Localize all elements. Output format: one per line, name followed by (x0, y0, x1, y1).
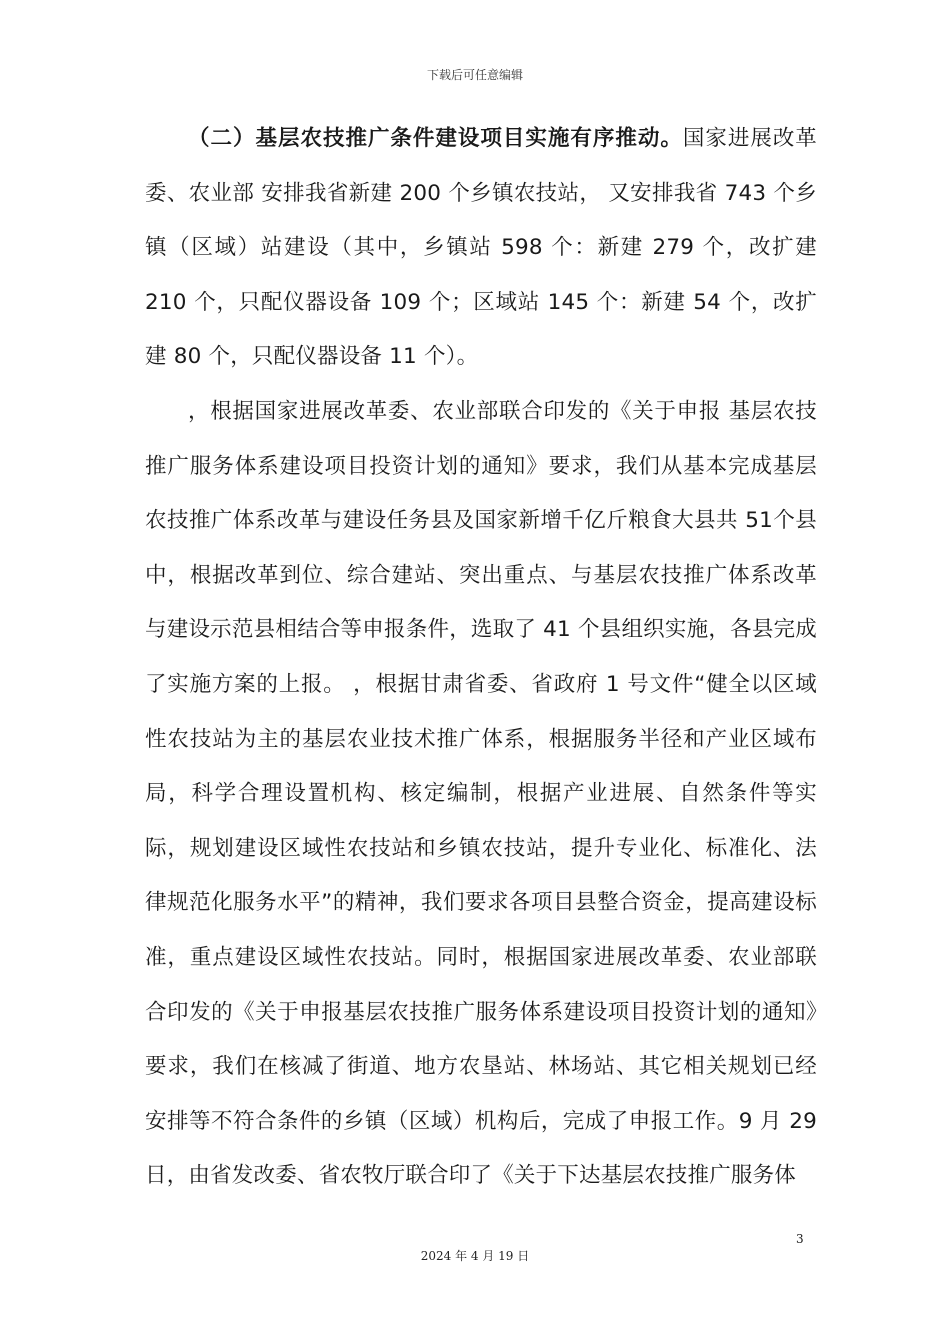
paragraph (145, 112, 817, 385)
section-heading: （二）基层农技推广条件建设项目实施有序推动。 (188, 126, 683, 151)
document-body (145, 112, 817, 1204)
paragraph-text: 国家进展改革委、农业部 安排我省新建 200 个乡镇农技站， 又安排我省 743 个乡镇（区域）站建设（其中，乡镇站 598 个：新建 279 个，改扩建 210 个，只配仪器设备 109 个；区域站 145 个：新建 54 个，改扩建 80 个，只配仪器设备 11 个）。 (145, 126, 818, 370)
paragraph (145, 385, 817, 1204)
page-footer-date: 2024 年 4 月 19 日 (420, 1249, 530, 1263)
paragraph-text: ，根据国家进展改革委、农业部联合印发的《关于申报 基层农技推广服务体系建设项目投资计划的通知》要求，我们从基本完成基层农技推广体系改革与建设任务县及国家新增千亿斤粮食大县共 51个县中，根据改革到位、综合建站、突出重点、与基层农技推广体系改革与建设示范县相结合等申报条件，选取了 41 个县组织实施，各县完成了实施方案的上报。 ，根据甘肃省委、省政府 1 号文件“健全以区域性农技站为主的基层农业技术推广体系，根据服务半径和产业区域布局，科学合理设置机构、核定编制，根据产业进展、自然条件等实际，规划建设区域性农技站和乡镇农技站，提升专业化、标准化、法律规范化服务水平”的精神，我们要求各项目县整合资金，提高建设标准，重点建设区域性农技站。同时，根据国家进展改革委、农业部联合印发的《关于申报基层农技推广服务体系建设项目投资计划的通知》要求，我们在核减了街道、地方农垦站、林场站、其它相关规划已经安排等不符合条件的乡镇（区域）机构后，完成了申报工作。9 月 29 日，由省发改委、省农牧厅联合印了《关于下达基层农技推广服务体 (145, 398, 817, 1189)
page-header: 下载后可任意编辑 (426, 68, 523, 82)
page-number: 3 (796, 1232, 804, 1246)
